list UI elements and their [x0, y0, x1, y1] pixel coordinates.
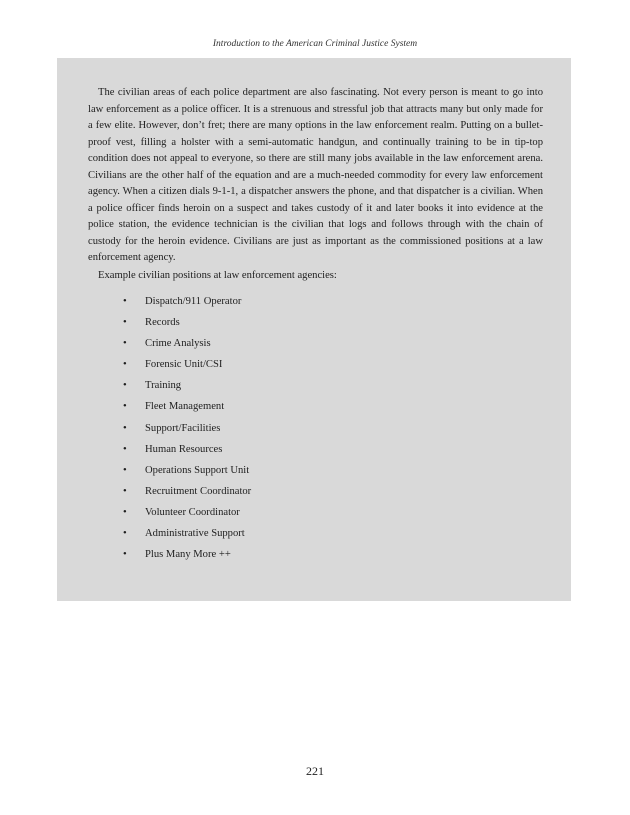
list-item: [123, 399, 251, 420]
bullet-icon: •: [123, 485, 127, 497]
bullet-icon: •: [123, 549, 127, 561]
list-item-label: Operations Support Unit: [145, 464, 250, 476]
list-intro: Example civilian positions at law enforcement agencies:: [98, 270, 337, 281]
list-item-label: Dispatch/911 Operator: [145, 296, 242, 307]
bullet-icon: •: [123, 359, 127, 371]
list-item: [123, 463, 251, 484]
list-item-label: Records: [145, 317, 180, 329]
bullet-icon: •: [123, 296, 127, 307]
bullet-icon: •: [123, 464, 127, 476]
list-item: [123, 484, 251, 505]
bullet-icon: •: [123, 528, 127, 540]
list-item-label: Forensic Unit/CSI: [145, 359, 223, 371]
list-item: [123, 505, 251, 526]
bullet-icon: •: [123, 380, 127, 392]
running-header: Introduction to the American Criminal Justice System: [212, 39, 418, 49]
body-paragraph: The civilian areas of each police department are also fascinating. Not every person is meant to go into law enforcement as a police officer. It is a strenuous and stressful job that attracts many but only made for a few elite. However, don’t fret; there are many options in the law enforcement realm. Putting on a bullet-proof vest, filling a holster with a semi-automatic handgun, and continually training to be in tip-top condition does not appeal to everyone, so there are still many jobs available in the law enforcement arena. Civilians are the other half of the equation and are a much-needed commodity for every law enforcement agency. When a citizen dials 9-1-1, a dispatcher answers the phone, and that dispatcher is a civilian. When a police officer finds heroin on a suspect and takes custody of it and later books it into evidence at the police station, the evidence technician is the civilian that logs and follows through with the chain of custody for the heroin evidence. Civilians are just as important as the commissioned positions at a law enforcement agency.: [88, 87, 543, 263]
list-item: [123, 336, 251, 357]
list-item: [123, 421, 251, 442]
bullet-icon: •: [123, 317, 127, 329]
list-item-label: Human Resources: [145, 443, 223, 455]
list-item-label: Fleet Management: [145, 401, 225, 413]
list-item: [123, 547, 251, 568]
bullet-icon: •: [123, 422, 127, 434]
list-item-label: Crime Analysis: [145, 338, 211, 350]
bullet-icon: •: [123, 401, 127, 413]
list-item: [123, 294, 251, 315]
civilian-positions-list: [123, 294, 251, 568]
list-item: [123, 442, 251, 463]
list-item-label: Administrative Support: [145, 528, 245, 540]
list-item: [123, 526, 251, 547]
list-item-label: Plus Many More ++: [145, 549, 231, 561]
list-item-label: Volunteer Coordinator: [145, 506, 240, 518]
list-item-label: Support/Facilities: [145, 422, 221, 434]
bullet-icon: •: [123, 338, 127, 350]
list-item: [123, 357, 251, 378]
page-number: 221: [306, 764, 324, 778]
bullet-icon: •: [123, 506, 127, 518]
list-item: [123, 378, 251, 399]
list-item-label: Training: [145, 380, 182, 392]
list-item-label: Recruitment Coordinator: [145, 485, 252, 497]
bullet-icon: •: [123, 443, 127, 455]
list-item: [123, 315, 251, 336]
